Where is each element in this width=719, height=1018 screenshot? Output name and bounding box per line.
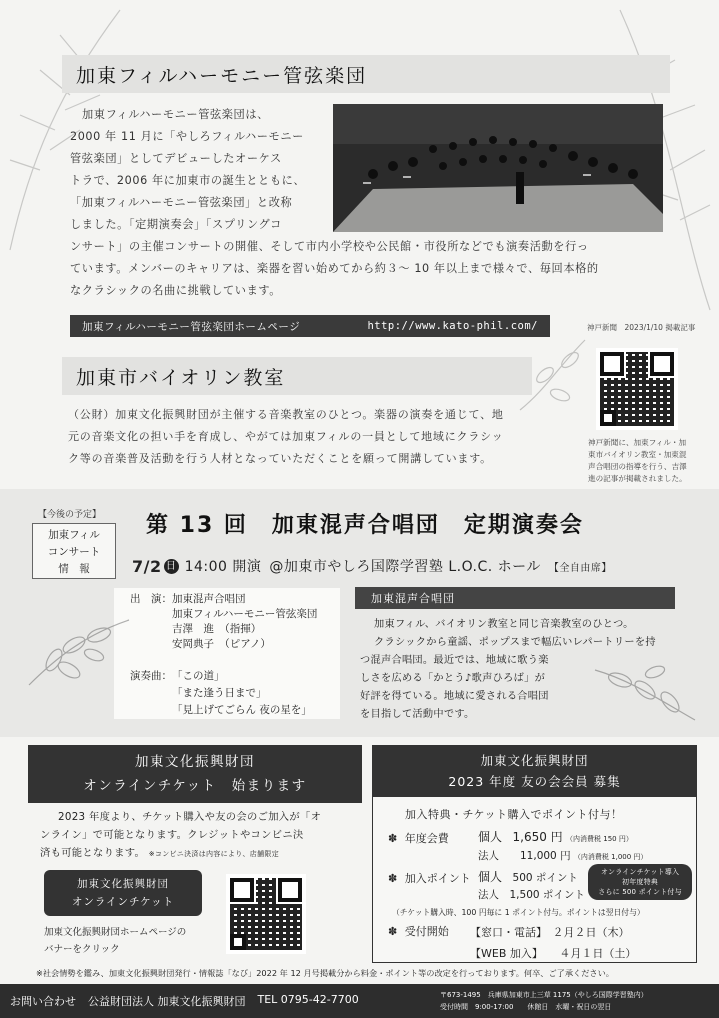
concert-date: 7/2	[132, 556, 162, 576]
start-row-web	[470, 943, 636, 964]
start-row	[388, 923, 449, 939]
ticket-head-2: オンラインチケット 始まります	[83, 778, 307, 794]
phil-homepage-link[interactable]	[70, 315, 550, 337]
ticket-hp-line-1: バナーをクリック	[44, 944, 120, 955]
start-date-0: ２月２日（木）	[552, 926, 630, 939]
leaf-decoration-right	[590, 650, 700, 730]
concert-date-line	[132, 556, 612, 576]
footer-inquiry: お問い合わせ	[10, 995, 76, 1008]
ticket-line-1: ンライン」で可能となります。クレジットやコンビニ決	[40, 829, 304, 841]
performer-1: 加東フィルハーモニー管弦楽団	[172, 608, 318, 620]
performer-0: 加東混声合唱団	[172, 593, 246, 605]
violin-body	[68, 404, 588, 470]
violin-line-0: （公財）加東文化振興財団が主催する音楽教室のひとつ。楽器の演奏を通じて、地	[68, 408, 504, 421]
ticket-header	[28, 745, 362, 803]
fee-type-0: 個人	[478, 830, 503, 844]
choir-line-0: 加東フィル、バイオリン教室と同じ音楽教室のひとつ。	[374, 619, 634, 630]
program-item-1: 「また逢う日まで」	[172, 687, 267, 699]
bonus-line-1: 初年度特典	[622, 878, 658, 886]
performers-block	[130, 592, 317, 652]
flower-icon: ✽	[388, 925, 398, 938]
online-ticket-qr-code[interactable]	[226, 874, 306, 954]
fee-row-individual	[478, 829, 647, 848]
qr-note-line-0: 神戸新聞に、加東フィル・加	[588, 438, 687, 447]
members-head-2: 2023 年度 友の会会員 募集	[448, 774, 621, 789]
program-item-2: 「見上げてごらん 夜の星を」	[172, 704, 312, 716]
ticket-line-2-row	[40, 844, 360, 863]
point-row-corporate	[478, 887, 585, 904]
price-change-notice: ※社会情勢を鑑み、加東文化振興財団発行・情報誌「なび」2022 年 12 月号掲載分から料金・ポイント等の改定を行っております。何卒、ご了承ください。	[36, 968, 614, 978]
online-ticket-button-line-1: 加東文化振興財団	[77, 878, 169, 890]
start-table	[470, 922, 636, 964]
concert-time: 14:00 開演	[184, 559, 262, 575]
ticket-hp-line-0: 加東文化振興財団ホームページの	[44, 927, 187, 938]
online-ticket-button[interactable]	[44, 870, 202, 916]
ticket-line-0: 2023 年度より、チケット購入や友の会のご加入が「オ	[58, 811, 322, 823]
members-head-1: 加東文化振興財団	[480, 753, 589, 768]
start-date-1: ４月１日（土）	[559, 947, 637, 960]
ticket-hp-note	[44, 924, 186, 958]
qr-note-line-1: 東市バイオリン教室・加東混	[588, 450, 687, 459]
phil-line-7: ています。メンバーのキャリアは、楽器を習い始めてから約３～ 10 年以上まで様々で、毎回本格的	[70, 262, 599, 275]
concert-info-line-2: 情 報	[58, 563, 90, 575]
phil-line-0: 加東フィルハーモニー管弦楽団は、	[82, 108, 269, 121]
qr-note-line-3: 進の記事が掲載されました。	[588, 474, 687, 483]
leaf-decoration-left	[24, 590, 134, 690]
bonus-line-0: オンラインチケット導入	[600, 868, 680, 876]
phil-line-3: トラで、2006 年に加東市の誕生とともに、	[70, 174, 306, 187]
newspaper-qr-code[interactable]	[596, 348, 678, 430]
choir-line-1: クラシックから童謡、ポップスまで幅広いレパートリーを持	[374, 637, 656, 648]
phil-heading-bar	[62, 55, 670, 93]
qr-note-line-2: 声合唱団の指導を行う、吉澤	[588, 462, 687, 471]
choir-line-3: しさを広める「かとう♪歌声ひろば」が	[360, 673, 546, 684]
point-row	[388, 870, 471, 886]
members-header	[372, 745, 697, 797]
point-type-0: 個人	[478, 870, 503, 884]
violin-heading-bar	[62, 357, 532, 395]
phil-body-top	[70, 104, 325, 236]
orchestra-photo	[333, 104, 663, 232]
performer-3: 安岡典子 （ピアノ）	[172, 638, 271, 650]
start-row-window	[470, 922, 636, 943]
fee-price-1: 11,000 円	[520, 850, 571, 862]
online-ticket-button-line-2: オンラインチケット	[71, 896, 175, 908]
choir-line-5: を目指して活動中です。	[360, 709, 475, 720]
flower-icon: ✽	[388, 872, 398, 885]
violin-line-2: ク等の音楽普及活動を行う人材となっていただくことを願って開講しています。	[68, 452, 492, 465]
start-channel-1: 【WEB 加入】	[470, 947, 538, 960]
phil-line-1: 2000 年 11 月に「やしろフィルハーモニー	[70, 130, 304, 143]
concert-venue: @加東市やしろ国際学習塾 L.O.C. ホール	[269, 559, 541, 575]
concert-seats: 【全自由席】	[548, 562, 612, 574]
fee-table	[478, 829, 647, 866]
concert-info-line-0: 加東フィル	[48, 529, 100, 541]
violin-line-1: 元の音楽文化の担い手を育成し、やがては加東フィルの一員として地域にクラシッ	[68, 430, 504, 443]
program-item-0: 「この道」	[172, 670, 225, 682]
concert-title: 第 13 回 加東混声合唱団 定期演奏会	[146, 513, 584, 538]
flower-icon: ✽	[388, 832, 398, 845]
phil-line-4: 「加東フィルハーモニー管弦楽団」と改称	[70, 196, 293, 209]
choir-line-2: つ混声合唱団。最近では、地域に歌う楽	[360, 655, 549, 666]
photo-caption: 神戸新聞 2023/1/10 掲載記事	[587, 323, 696, 332]
point-table	[478, 869, 585, 904]
fee-row	[388, 830, 449, 846]
fee-tax-0: （内消費税 150 円）	[566, 835, 633, 843]
concert-info-box	[32, 523, 116, 579]
fee-type-1: 法人	[478, 850, 499, 862]
concert-day: 日	[164, 559, 179, 574]
members-benefit: 加入特典・チケット購入でポイント付与！	[405, 808, 623, 821]
phil-body-bottom	[70, 236, 670, 302]
point-note: （チケット購入時、100 円毎に 1 ポイント付与。ポイントは翌日付与）	[392, 908, 645, 917]
footer-tel: TEL 0795-42-7700	[257, 993, 359, 1006]
footer-addr-2: 受付時間 9:00-17:00 休館日 水曜・祝日の翌日	[440, 1003, 612, 1011]
point-row-individual	[478, 869, 585, 887]
phil-line-5: しました。「定期演奏会」「スプリングコ	[70, 218, 282, 231]
point-type-1: 法人	[478, 889, 499, 901]
fee-tax-1: （内消費税 1,000 円）	[573, 853, 648, 861]
fee-label: 年度会費	[404, 832, 449, 845]
footer-addr-1: 〒673-1495 兵庫県加東市上三草 1175（やしろ国際学習塾内）	[440, 991, 648, 999]
bonus-pill	[588, 864, 692, 900]
choir-heading: 加東混声合唱団	[371, 592, 455, 605]
bonus-line-2: さらに 500 ポイント付与	[598, 888, 682, 896]
qr-note	[588, 437, 700, 485]
program-label: 演奏曲：	[130, 670, 172, 682]
phil-heading: 加東フィルハーモニー管弦楽団	[76, 64, 368, 87]
footer	[0, 984, 719, 1018]
point-value-0: 500 ポイント	[512, 872, 578, 884]
performers-label: 出 演：	[130, 593, 172, 605]
choir-heading-bar	[355, 587, 675, 609]
upcoming-tag: 【今後の予定】	[38, 510, 102, 520]
footer-address	[440, 989, 648, 1013]
phil-line-2: 管弦楽団」としてデビューしたオーケス	[70, 152, 282, 165]
start-label: 受付開始	[404, 925, 449, 938]
point-label: 加入ポイント	[404, 872, 471, 885]
phil-line-8: なクラシックの名曲に挑戦しています。	[70, 284, 282, 297]
choir-line-4: 好評を得ている。地域に愛される合唱団	[360, 691, 549, 702]
phil-homepage-url[interactable]: http://www.kato-phil.com/	[367, 320, 538, 332]
phil-homepage-label: 加東フィルハーモニー管弦楽団ホームページ	[82, 320, 301, 333]
ticket-head-1: 加東文化振興財団	[135, 754, 255, 770]
ticket-body	[40, 808, 360, 863]
footer-org: 公益財団法人 加東文化振興財団	[88, 995, 246, 1008]
performer-2: 吉澤 進 （指揮）	[172, 623, 262, 635]
fee-price-0: 1,650 円	[512, 830, 563, 844]
start-channel-0: 【窓口・電話】	[470, 926, 542, 939]
concert-info-line-1: コンサート	[47, 546, 101, 558]
footer-contact	[10, 993, 359, 1009]
violin-heading: 加東市バイオリン教室	[76, 366, 286, 389]
phil-line-6: ンサート」の主催コンサートの開催、そして市内小学校や公民館・市役所などでも演奏活動を行っ	[70, 240, 589, 253]
ticket-note: ※コンビニ決済は内容により、店舗限定	[148, 850, 279, 858]
point-value-1: 1,500 ポイント	[509, 889, 585, 901]
program-block	[130, 668, 312, 719]
ticket-line-2: 済も可能となります。	[40, 847, 146, 859]
